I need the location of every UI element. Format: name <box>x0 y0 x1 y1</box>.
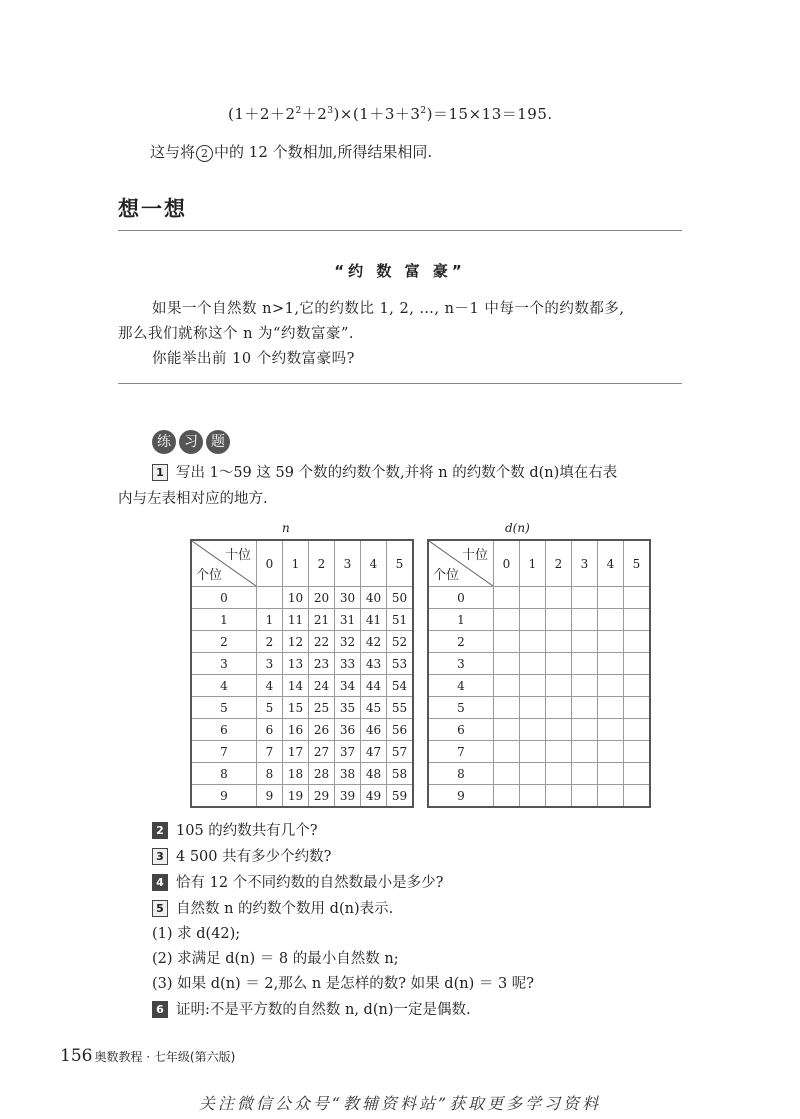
table-cell: 38 <box>335 763 361 785</box>
table-cell[interactable] <box>624 719 651 741</box>
table-cell[interactable] <box>598 675 624 697</box>
column-header: 0 <box>494 540 520 587</box>
table-cell: 22 <box>309 631 335 653</box>
table-cell[interactable] <box>598 785 624 808</box>
table-cell: 44 <box>361 675 387 697</box>
table-cell[interactable] <box>624 653 651 675</box>
table-cell: 48 <box>361 763 387 785</box>
table-row <box>428 763 650 785</box>
exercise-number: 4 <box>152 874 168 891</box>
table-cell: 36 <box>335 719 361 741</box>
table-cell[interactable] <box>624 785 651 808</box>
think-paragraph-2: 那么我们就称这个 n 为“约数富豪”. <box>118 326 354 342</box>
box-title: “约 数 富 豪” <box>334 262 466 280</box>
column-header: 5 <box>624 540 651 587</box>
table-cell[interactable] <box>520 785 546 808</box>
table-cell[interactable] <box>546 587 572 609</box>
row-header: 4 <box>191 675 257 697</box>
table-cell[interactable] <box>624 675 651 697</box>
table-cell[interactable] <box>494 631 520 653</box>
table-cell: 57 <box>387 741 414 763</box>
tens-label: 十位 <box>461 548 488 563</box>
column-header: 4 <box>598 540 624 587</box>
row-header: 5 <box>428 697 494 719</box>
column-header: 3 <box>335 540 361 587</box>
row-header: 2 <box>191 631 257 653</box>
left-table <box>190 539 414 808</box>
table-cell[interactable] <box>494 653 520 675</box>
units-label: 个位 <box>433 568 460 583</box>
tens-label: 十位 <box>224 548 251 563</box>
table-row <box>191 653 413 675</box>
table-cell: 49 <box>361 785 387 808</box>
table-cell: 18 <box>283 763 309 785</box>
divider-top <box>118 230 682 231</box>
table-row <box>191 763 413 785</box>
exercise-5-part-2: (2) 求满足 d(n) ＝ 8 的最小自然数 n; <box>152 951 399 967</box>
row-header: 8 <box>191 763 257 785</box>
table-cell[interactable] <box>598 719 624 741</box>
row-header: 0 <box>428 587 494 609</box>
table-corner-header <box>191 540 257 587</box>
column-header: 4 <box>361 540 387 587</box>
table-cell: 26 <box>309 719 335 741</box>
table-cell[interactable] <box>494 741 520 763</box>
column-header: 3 <box>572 540 598 587</box>
row-header: 6 <box>191 719 257 741</box>
table-cell: 8 <box>257 763 283 785</box>
table-row <box>428 675 650 697</box>
exercise-5-part-3: (3) 如果 d(n) ＝ 2,那么 n 是怎样的数? 如果 d(n) ＝ 3 呢? <box>152 976 535 992</box>
table-cell: 19 <box>283 785 309 808</box>
row-header: 8 <box>428 763 494 785</box>
row-header: 7 <box>428 741 494 763</box>
table-cell[interactable] <box>598 741 624 763</box>
table-cell[interactable] <box>546 609 572 631</box>
exercise-3: 3 4 500 共有多少个约数? <box>152 845 331 866</box>
table-cell[interactable] <box>624 587 651 609</box>
table-cell: 35 <box>335 697 361 719</box>
table-corner-header <box>428 540 494 587</box>
table-row <box>428 697 650 719</box>
book-title: 奥数教程 · 七年级(第六版) <box>94 1050 236 1064</box>
divider-bottom <box>118 383 682 384</box>
table-cell: 16 <box>283 719 309 741</box>
table-row <box>428 785 650 808</box>
exercise-2: 2 105 的约数共有几个? <box>152 819 318 840</box>
table-cell: 7 <box>257 741 283 763</box>
table-cell: 58 <box>387 763 414 785</box>
table-cell[interactable] <box>598 609 624 631</box>
think-paragraph-3: 你能举出前 10 个约数富豪吗? <box>152 351 355 367</box>
exercise-header-char: 练 <box>152 430 176 454</box>
table-cell[interactable] <box>598 697 624 719</box>
table-cell: 23 <box>309 653 335 675</box>
table-cell[interactable] <box>520 741 546 763</box>
table-row <box>191 675 413 697</box>
table-cell[interactable] <box>572 719 598 741</box>
row-header: 9 <box>191 785 257 808</box>
table-row <box>191 785 413 808</box>
table-cell[interactable] <box>546 653 572 675</box>
table-cell: 31 <box>335 609 361 631</box>
exercise-number: 3 <box>152 848 168 865</box>
page-number: 156 <box>60 1046 93 1066</box>
table-cell: 46 <box>361 719 387 741</box>
table-cell[interactable] <box>572 653 598 675</box>
table-cell[interactable] <box>520 631 546 653</box>
table-cell: 28 <box>309 763 335 785</box>
table-cell[interactable] <box>546 675 572 697</box>
table-cell: 47 <box>361 741 387 763</box>
table-row <box>428 609 650 631</box>
exercise-number: 6 <box>152 1001 168 1018</box>
table-cell[interactable] <box>572 697 598 719</box>
table-cell: 2 <box>257 631 283 653</box>
exercise-number: 1 <box>152 464 168 481</box>
table-cell[interactable] <box>520 763 546 785</box>
table-cell[interactable] <box>494 587 520 609</box>
row-header: 2 <box>428 631 494 653</box>
table-cell[interactable] <box>572 587 598 609</box>
table-cell: 34 <box>335 675 361 697</box>
table-cell[interactable] <box>598 763 624 785</box>
table-cell <box>257 587 283 609</box>
exercise-1: 1 写出 1～59 这 59 个数的约数个数,并将 n 的约数个数 d(n)填在右表 <box>152 461 617 482</box>
table-cell: 43 <box>361 653 387 675</box>
table-row <box>191 587 413 609</box>
table-cell: 33 <box>335 653 361 675</box>
table-cell[interactable] <box>624 609 651 631</box>
table-cell: 20 <box>309 587 335 609</box>
table-cell[interactable] <box>546 741 572 763</box>
table-row <box>191 741 413 763</box>
table-row <box>191 719 413 741</box>
table-cell[interactable] <box>520 697 546 719</box>
watermark: 关注微信公众号“教辅资料站”获取更多学习资料 <box>198 1094 602 1113</box>
table-row <box>191 631 413 653</box>
table-cell[interactable] <box>494 719 520 741</box>
table-row <box>191 609 413 631</box>
exercise-6: 6 证明:不是平方数的自然数 n, d(n)一定是偶数. <box>152 998 471 1019</box>
column-header: 1 <box>283 540 309 587</box>
table-row <box>428 587 650 609</box>
exercise-number: 2 <box>152 822 168 839</box>
table-cell: 45 <box>361 697 387 719</box>
row-header: 9 <box>428 785 494 808</box>
table-cell[interactable] <box>572 741 598 763</box>
table-cell[interactable] <box>598 653 624 675</box>
table-cell: 12 <box>283 631 309 653</box>
table-cell[interactable] <box>598 587 624 609</box>
table-cell[interactable] <box>624 631 651 653</box>
table-cell: 56 <box>387 719 414 741</box>
table-cell: 10 <box>283 587 309 609</box>
table-row <box>428 741 650 763</box>
row-header: 0 <box>191 587 257 609</box>
table-cell[interactable] <box>520 719 546 741</box>
units-label: 个位 <box>196 568 223 583</box>
exercise-header-char: 题 <box>206 430 230 454</box>
table-cell: 11 <box>283 609 309 631</box>
exercise-number: 5 <box>152 900 168 917</box>
table-cell[interactable] <box>494 785 520 808</box>
table-cell[interactable] <box>546 763 572 785</box>
left-table-label: n <box>282 521 290 535</box>
row-header: 1 <box>191 609 257 631</box>
table-cell[interactable] <box>572 631 598 653</box>
table-cell: 39 <box>335 785 361 808</box>
table-cell: 59 <box>387 785 414 808</box>
row-header: 1 <box>428 609 494 631</box>
table-cell: 50 <box>387 587 414 609</box>
table-row <box>428 653 650 675</box>
table-cell: 21 <box>309 609 335 631</box>
table-cell: 14 <box>283 675 309 697</box>
table-row <box>191 697 413 719</box>
table-row <box>428 719 650 741</box>
row-header: 5 <box>191 697 257 719</box>
table-cell: 9 <box>257 785 283 808</box>
table-cell[interactable] <box>520 653 546 675</box>
table-cell: 1 <box>257 609 283 631</box>
table-cell[interactable] <box>546 719 572 741</box>
formula-line: $(1+2+2^2+2^3)\times(1+3+3^2)=15\times 13=195$. <box>228 105 553 123</box>
table-cell: 42 <box>361 631 387 653</box>
column-header: 2 <box>309 540 335 587</box>
table-cell: 32 <box>335 631 361 653</box>
table-cell[interactable] <box>546 785 572 808</box>
table-cell: 4 <box>257 675 283 697</box>
table-cell: 13 <box>283 653 309 675</box>
table-cell[interactable] <box>572 785 598 808</box>
table-cell[interactable] <box>520 609 546 631</box>
table-cell[interactable] <box>494 697 520 719</box>
think-paragraph-1: 如果一个自然数 n>1,它的约数比 1, 2, …, n－1 中每一个的约数都多, <box>152 301 625 317</box>
table-cell[interactable] <box>494 763 520 785</box>
conclusion-line: 这与将 2 中的 12 个数相加,所得结果相同. <box>150 143 433 161</box>
table-cell: 25 <box>309 697 335 719</box>
table-cell: 55 <box>387 697 414 719</box>
column-header: 1 <box>520 540 546 587</box>
table-cell[interactable] <box>520 587 546 609</box>
table-cell[interactable] <box>546 697 572 719</box>
table-cell: 27 <box>309 741 335 763</box>
table-cell: 54 <box>387 675 414 697</box>
column-header: 2 <box>546 540 572 587</box>
table-cell: 41 <box>361 609 387 631</box>
row-header: 7 <box>191 741 257 763</box>
right-table <box>427 539 651 808</box>
table-cell[interactable] <box>546 631 572 653</box>
table-cell: 3 <box>257 653 283 675</box>
table-cell: 53 <box>387 653 414 675</box>
exercise-5-part-1: (1) 求 d(42); <box>152 926 241 942</box>
table-cell: 30 <box>335 587 361 609</box>
table-cell[interactable] <box>494 609 520 631</box>
column-header: 0 <box>257 540 283 587</box>
table-cell[interactable] <box>624 697 651 719</box>
row-header: 3 <box>428 653 494 675</box>
row-header: 6 <box>428 719 494 741</box>
table-cell: 5 <box>257 697 283 719</box>
table-cell: 40 <box>361 587 387 609</box>
circled-number: 2 <box>196 145 213 162</box>
table-cell[interactable] <box>624 741 651 763</box>
table-cell[interactable] <box>572 763 598 785</box>
column-header: 5 <box>387 540 414 587</box>
table-cell[interactable] <box>520 675 546 697</box>
table-cell[interactable] <box>572 675 598 697</box>
table-cell: 15 <box>283 697 309 719</box>
exercise-4: 4 恰有 12 个不同约数的自然数最小是多少? <box>152 871 443 892</box>
table-cell[interactable] <box>624 763 651 785</box>
table-cell: 29 <box>309 785 335 808</box>
table-cell: 24 <box>309 675 335 697</box>
table-row <box>428 631 650 653</box>
table-cell: 6 <box>257 719 283 741</box>
exercises-header <box>152 430 233 454</box>
table-cell: 17 <box>283 741 309 763</box>
table-cell[interactable] <box>572 609 598 631</box>
table-cell[interactable] <box>494 675 520 697</box>
exercise-1-continued: 内与左表相对应的地方. <box>118 491 268 507</box>
row-header: 4 <box>428 675 494 697</box>
exercise-5: 5 自然数 n 的约数个数用 d(n)表示. <box>152 897 393 918</box>
page-footer <box>60 1046 235 1066</box>
table-cell[interactable] <box>598 631 624 653</box>
table-cell: 37 <box>335 741 361 763</box>
right-table-label: d(n) <box>505 521 530 535</box>
table-cell: 52 <box>387 631 414 653</box>
section-title: 想一想 <box>118 197 187 221</box>
table-cell: 51 <box>387 609 414 631</box>
row-header: 3 <box>191 653 257 675</box>
exercise-header-char: 习 <box>179 430 203 454</box>
